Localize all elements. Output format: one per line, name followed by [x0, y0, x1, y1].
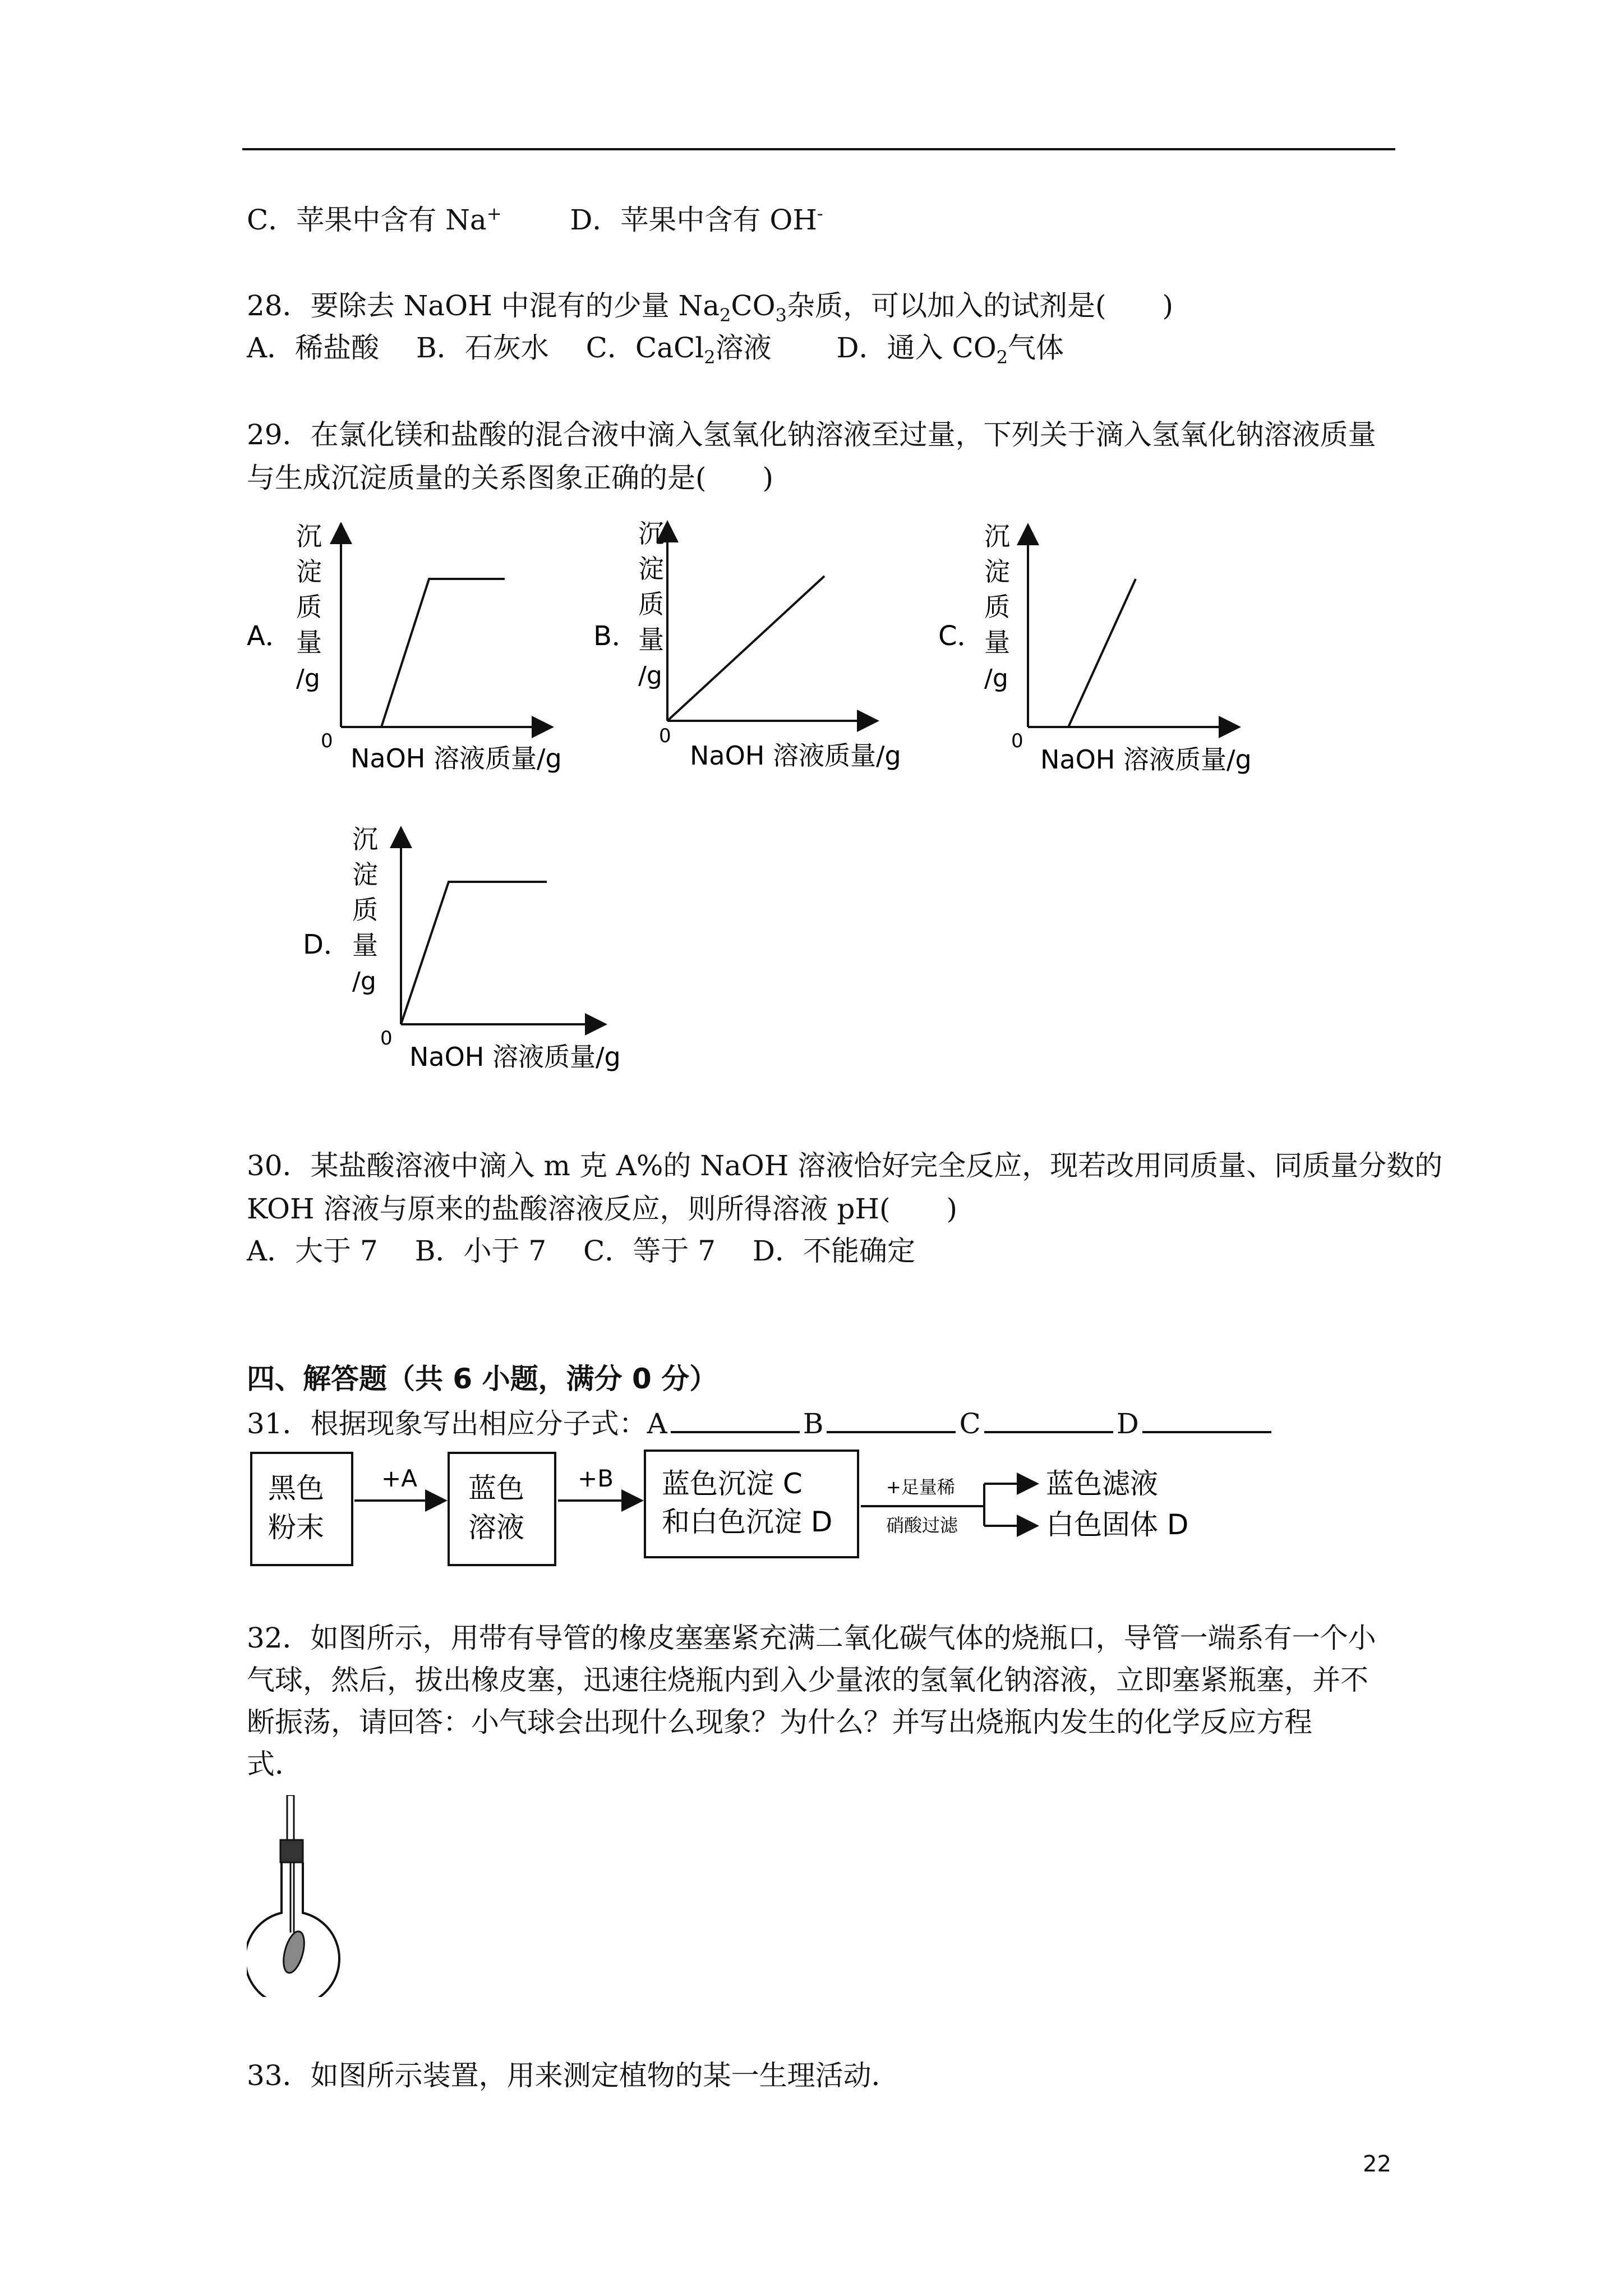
- q29-stem-line1: 29．在氯化镁和盐酸的混合液中滴入氢氧化钠溶液至过量，下列关于滴入氢氧化钠溶液质量: [247, 418, 1376, 451]
- graph-b-curve: [667, 576, 824, 721]
- answer-blank-a[interactable]: [671, 1405, 800, 1433]
- graph-c-xlabel: NaOH 溶液质量/g: [1040, 744, 1252, 775]
- q32-stem-line1: 32．如图所示，用带有导管的橡皮塞塞紧充满二氧化碳气体的烧瓶口，导管一端系有一个小: [247, 1622, 1376, 1654]
- graph-d-ylabel-1: 沉: [352, 824, 378, 854]
- blank-label-a: A: [647, 1407, 667, 1440]
- graph-a-ylabel-3: 质: [296, 592, 322, 622]
- flow-arrow1-label: +A: [381, 1465, 417, 1492]
- graph-a-ylabel-2: 淀: [296, 556, 322, 587]
- graph-d: [297, 819, 645, 1088]
- graph-d-ylabel-2: 淀: [352, 859, 378, 890]
- flow-box-black-powder: [251, 1453, 352, 1565]
- rubber-stopper: [280, 1840, 303, 1862]
- graph-d-ylabel-3: 质: [352, 895, 378, 925]
- graph-b-ylabel-3: 质: [638, 589, 664, 619]
- graph-d-option-label: D．: [303, 929, 351, 960]
- blank-label-c: C: [959, 1407, 981, 1440]
- balloon: [280, 1929, 308, 1975]
- graph-b-origin: 0: [659, 725, 671, 747]
- flow-box3-line2: 和白色沉淀 D: [662, 1506, 833, 1538]
- flow-arrow3-top-label: +足量稀: [886, 1476, 955, 1498]
- q32-stem-line4: 式．: [247, 1748, 303, 1780]
- flask-with-balloon-illustration: [247, 1795, 348, 1997]
- flow-box1-line2: 粉末: [268, 1511, 324, 1544]
- flow-box2-line1: 蓝色: [468, 1472, 524, 1504]
- graph-a: [236, 516, 583, 785]
- flow-box-blue-solution: [449, 1453, 555, 1565]
- answer-blank-c[interactable]: [984, 1405, 1113, 1433]
- graph-a-curve: [381, 579, 505, 727]
- q32-stem-line3: 断振荡，请回答：小气球会出现什么现象？为什么？并写出烧瓶内发生的化学反应方程: [247, 1706, 1312, 1738]
- header-rule: [242, 148, 1395, 150]
- graph-c-ylabel-1: 沉: [984, 521, 1010, 551]
- graph-c-curve: [1068, 579, 1136, 727]
- blank-label-b: B: [803, 1407, 824, 1440]
- graph-c: [934, 516, 1281, 785]
- graph-b-ylabel-5: /g: [638, 661, 662, 690]
- q27-options: C．苹果中含有 Na+ D．苹果中含有 OH-: [247, 203, 823, 236]
- q31-stem: 31．根据现象写出相应分子式：A B C D: [247, 1405, 1275, 1441]
- blank-label-d: D: [1116, 1407, 1139, 1440]
- graph-a-ylabel-4: 量: [296, 627, 322, 657]
- q28-stem: 28．要除去 NaOH 中混有的少量 $Na_2CO_3$杂质，可以加入的试剂是( ): [247, 289, 1174, 326]
- graph-d-ylabel-4: 量: [352, 930, 378, 960]
- graph-b-ylabel-4: 量: [638, 624, 664, 655]
- q30-stem-line2: KOH 溶液与原来的盐酸溶液反应，则所得溶液 pH( ): [247, 1193, 958, 1225]
- flow-arrow3-bottom-label: 硝酸过滤: [886, 1515, 958, 1536]
- flow-box2-line2: 溶液: [468, 1511, 524, 1544]
- graph-c-ylabel-3: 质: [984, 592, 1010, 622]
- graph-a-xlabel: NaOH 溶液质量/g: [351, 743, 562, 774]
- graph-b-ylabel-2: 淀: [638, 554, 664, 584]
- graph-c-option-label: C．: [938, 620, 984, 652]
- graph-d-xlabel: NaOH 溶液质量/g: [409, 1042, 621, 1072]
- graph-a-origin: 0: [321, 730, 333, 752]
- flow-output-solid: 白色固体 D: [1046, 1508, 1189, 1541]
- graph-c-ylabel-4: 量: [984, 627, 1010, 657]
- answer-blank-b[interactable]: [827, 1405, 956, 1433]
- answer-blank-d[interactable]: [1142, 1405, 1271, 1433]
- flow-box3-line1: 蓝色沉淀 C: [662, 1467, 803, 1500]
- q32-stem-line2: 气球，然后，拔出橡皮塞，迅速往烧瓶内到入少量浓的氢氧化钠溶液，立即塞紧瓶塞，并不: [247, 1664, 1368, 1696]
- flow-box-precipitates: [645, 1451, 858, 1557]
- graph-c-origin: 0: [1011, 730, 1023, 752]
- graph-b: [589, 513, 937, 783]
- graph-a-ylabel-1: 沉: [296, 521, 322, 551]
- q33-stem: 33．如图所示装置，用来测定植物的某一生理活动．: [247, 2059, 900, 2092]
- graph-b-ylabel-1: 沉: [638, 518, 664, 549]
- flow-output-filtrate: 蓝色滤液: [1046, 1467, 1158, 1500]
- glass-tube: [287, 1795, 294, 1840]
- page-number: 22: [1363, 2151, 1391, 2177]
- graph-b-option-label: B．: [593, 620, 639, 652]
- graph-c-ylabel-2: 淀: [984, 556, 1010, 587]
- flow-box1-line1: 黑色: [268, 1472, 324, 1504]
- graph-d-curve: [401, 882, 547, 1024]
- q30-stem-line1: 30．某盐酸溶液中滴入 m 克 A%的 NaOH 溶液恰好完全反应，现若改用同质量、同质量分数的: [247, 1149, 1443, 1182]
- q29-stem-line2: 与生成沉淀质量的关系图象正确的是( ): [247, 462, 774, 494]
- graph-c-ylabel-5: /g: [984, 664, 1008, 693]
- q31-flow-diagram: [247, 1447, 1234, 1576]
- graph-d-origin: 0: [380, 1027, 393, 1050]
- q28-options: A．稀盐酸 B．石灰水 C．CaCl$_2$溶液 D．通入 $CO_2$气体: [247, 332, 1064, 368]
- graph-b-xlabel: NaOH 溶液质量/g: [690, 740, 901, 771]
- section-heading: 四、解答题（共 6 小题，满分 0 分）: [247, 1363, 718, 1395]
- graph-d-ylabel-5: /g: [352, 967, 376, 996]
- graph-a-ylabel-5: /g: [296, 664, 320, 693]
- q30-options: A．大于 7 B．小于 7 C．等于 7 D．不能确定: [247, 1235, 915, 1267]
- flow-arrow2-label: +B: [578, 1465, 614, 1492]
- graph-a-option-label: A．: [247, 620, 292, 652]
